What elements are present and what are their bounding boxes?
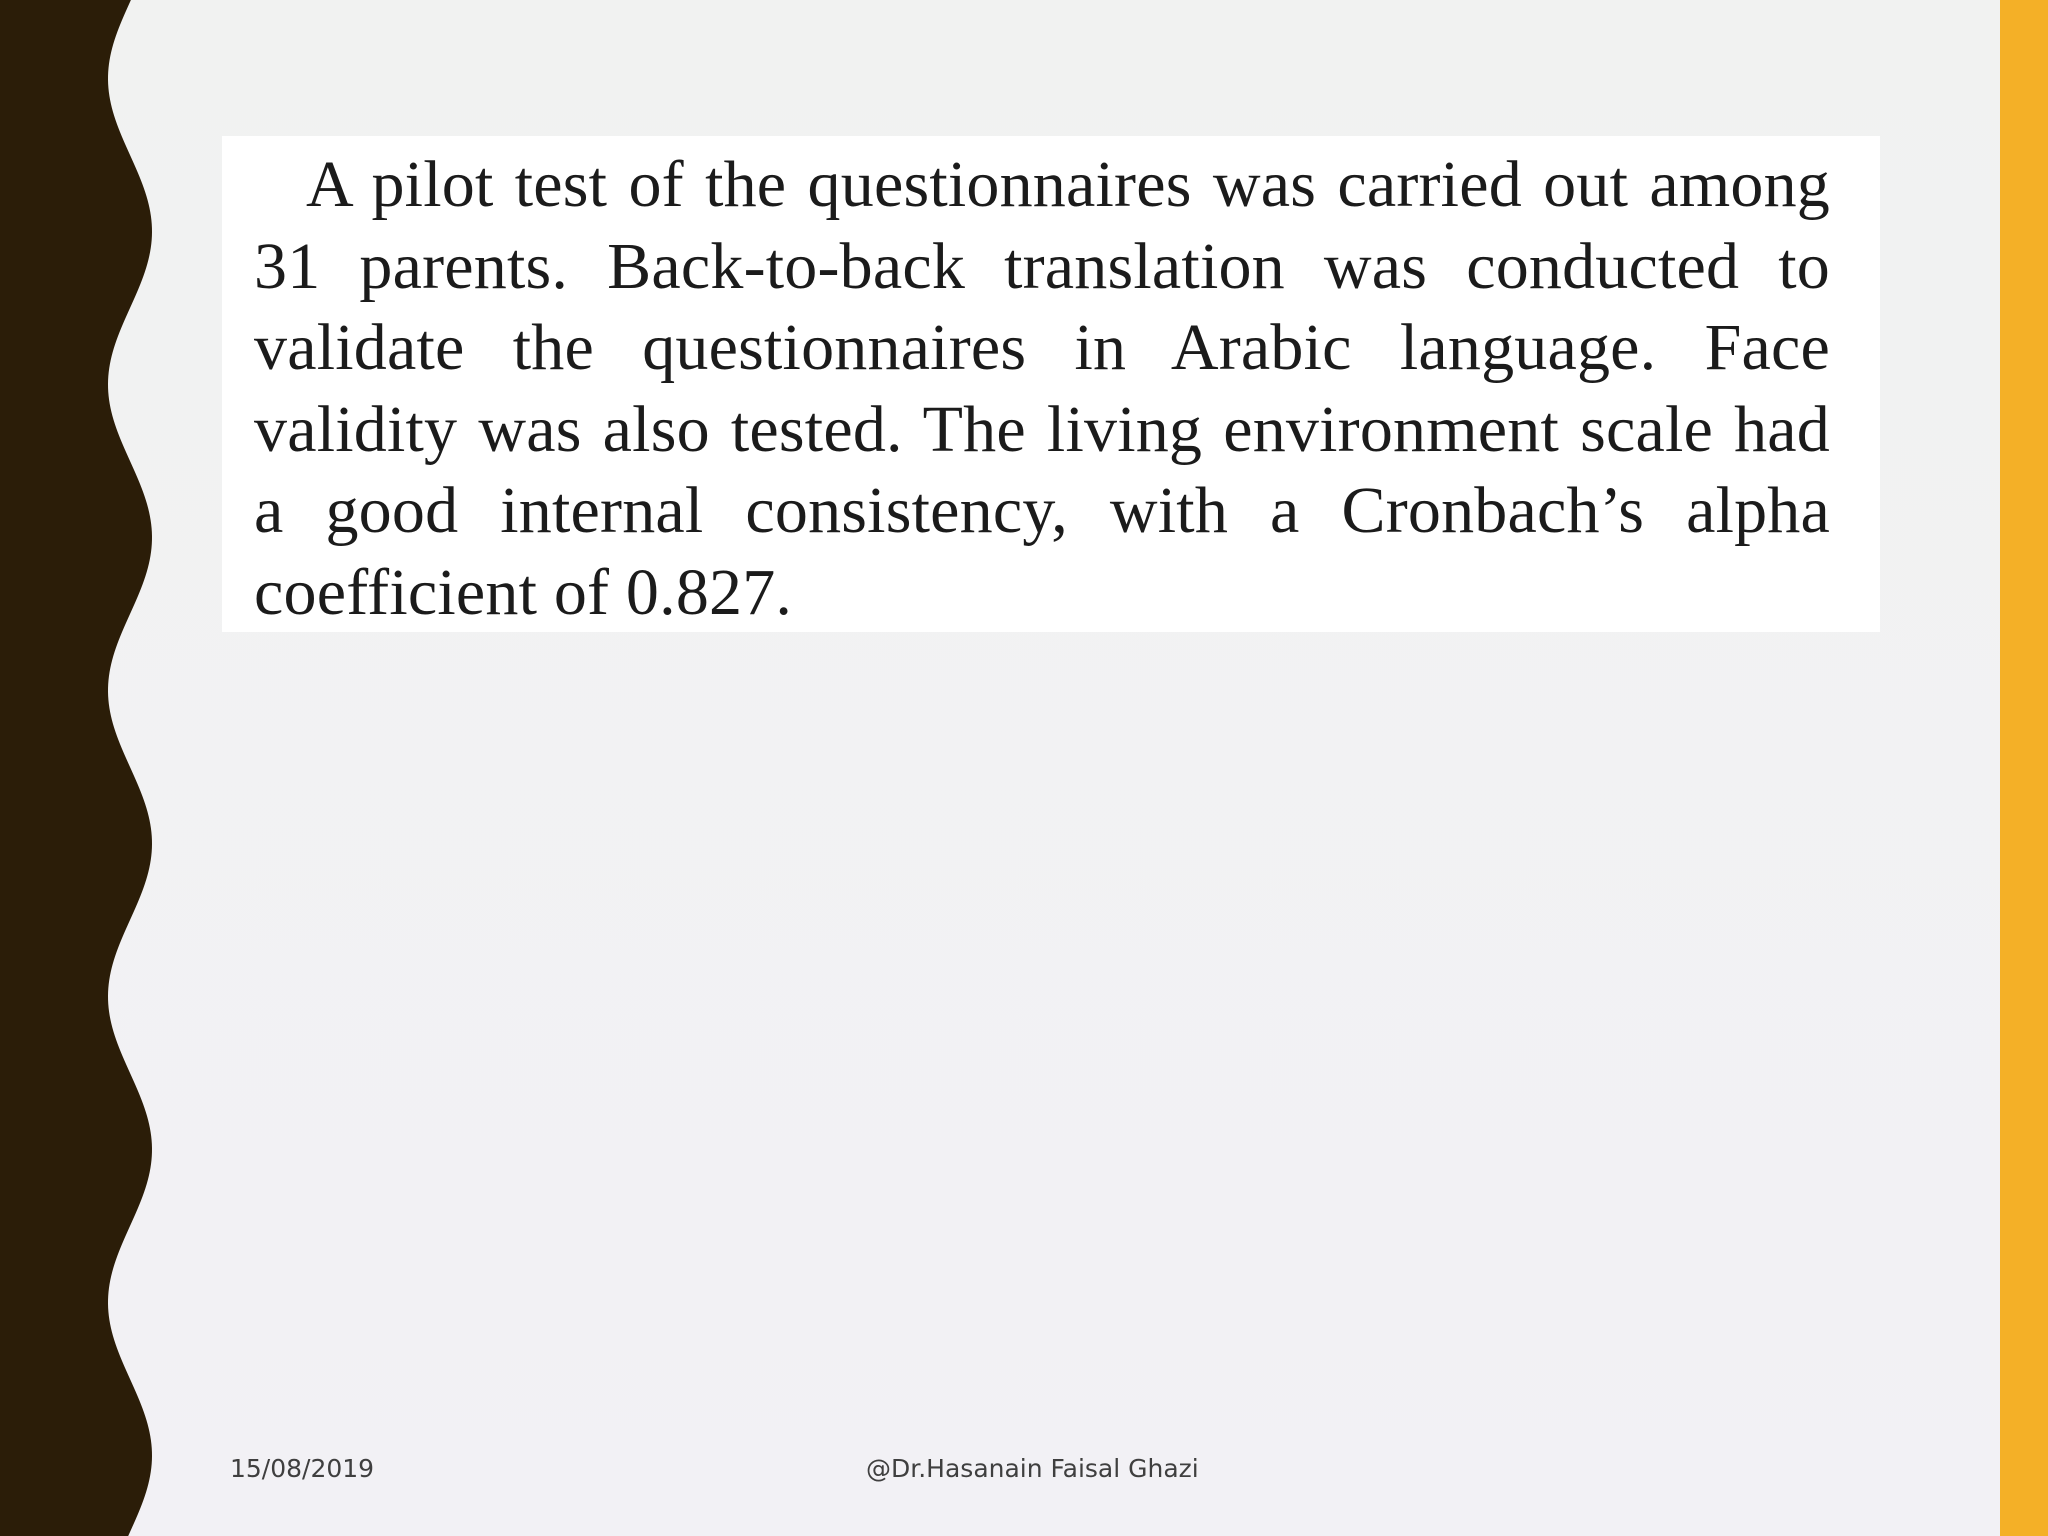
quoted-text-box: [222, 136, 1880, 632]
right-accent-bar: [2000, 0, 2048, 1536]
footer-author: @Dr.Hasanain Faisal Ghazi: [866, 1454, 1199, 1483]
footer-date: 15/08/2019: [230, 1454, 375, 1483]
quoted-paragraph: A pilot test of the questionnaires was carried out among 31 parents. Back-to-back translation was conducted to validate the questionnaires in Arabic language. Face validity was also tested. The living environment scale had a good internal consistency, with a Cronbach’s alpha coefficient of 0.827.: [254, 148, 1830, 629]
wave-shape: [0, 0, 152, 1536]
wavy-left-border: [0, 0, 160, 1536]
